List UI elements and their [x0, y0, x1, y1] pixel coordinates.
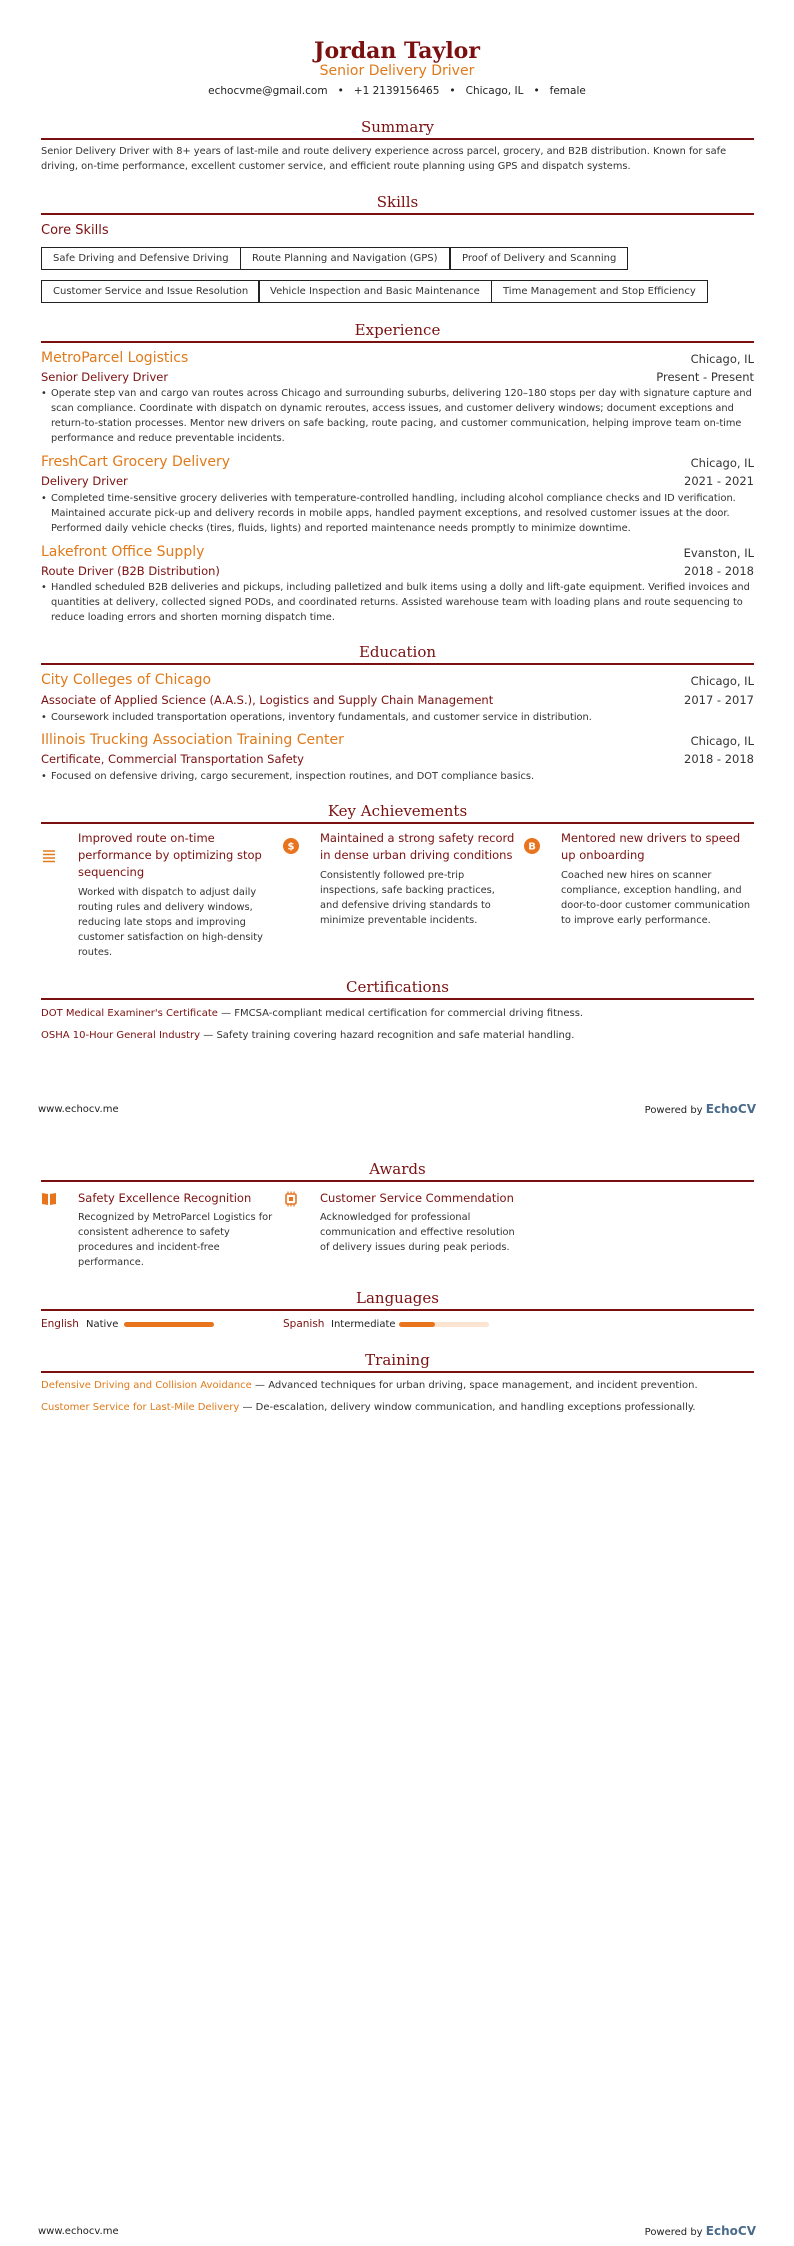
languages-heading: Languages: [356, 1289, 439, 1307]
training-item: Defensive Driving and Collision Avoidance — Advanced techniques for urban driving, space management, and incident prevention.: [41, 1380, 698, 1391]
powered-by-text: Powered by: [644, 2227, 703, 2238]
achievements-heading: Key Achievements: [327, 802, 468, 820]
svg-text:B: B: [528, 841, 536, 853]
training-desc: De-escalation, delivery window communication, and handling exceptions professionally.: [255, 1402, 696, 1413]
footer-powered-by: [645, 2224, 756, 2238]
job-bullet: • Operate step van and cargo van routes across Chicago and surrounding suburbs, delivering 120–180 stops per day with signature capture and scan compliance. Coordinate with dispatch on dynamic reroutes, access issues, and customer delivery windows; document exceptions and return-to-station processes. Mentor new drivers on safe backing, route pacing, and customer communication, helping improve team on-time performance and reduce preventable incidents.: [51, 386, 754, 446]
school-location: Chicago, IL: [690, 734, 754, 748]
list-lines-icon: [41, 848, 57, 864]
language-proficiency-bar: [399, 1322, 489, 1327]
skills-heading: Skills: [376, 193, 419, 211]
education-bullet: • Focused on defensive driving, cargo securement, inspection routines, and DOT compliance basics.: [51, 769, 754, 784]
certification-item: DOT Medical Examiner's Certificate — FMCSA-compliant medical certification for commercial driving fitness.: [41, 1008, 584, 1019]
award-desc: Acknowledged for professional communication and effective resolution of delivery issues during peak periods.: [320, 1212, 515, 1253]
company-name: MetroParcel Logistics: [41, 350, 189, 366]
degree: Associate of Applied Science (A.A.S.), Logistics and Supply Chain Management: [41, 693, 494, 707]
language-name: Spanish: [283, 1318, 325, 1330]
footer-url-link[interactable]: www.echocv.me: [38, 2226, 119, 2237]
job-position: Senior Delivery Driver: [41, 370, 169, 384]
contact-line: echocvme@gmail.com • +1 2139156465 • Chicago, IL • female: [208, 85, 586, 97]
location-text: Chicago, IL: [465, 85, 524, 97]
achievement-title: Mentored new drivers to speed up onboarding: [561, 831, 741, 862]
section-divider: [41, 1371, 754, 1373]
bitcoin-coin-icon: [524, 838, 540, 854]
certification-item: OSHA 10-Hour General Industry — Safety training covering hazard recognition and safe material handling.: [41, 1030, 575, 1041]
skill-tag: Time Management and Stop Efficiency: [491, 280, 708, 303]
award-title: Customer Service Commendation: [320, 1191, 514, 1205]
achievement-desc: Consistently followed pre-trip inspections, safe backing practices, and defensive driving standards to minimize preventable incidents.: [320, 870, 495, 926]
language-proficiency-bar: [124, 1322, 214, 1327]
svg-text:$: $: [287, 841, 295, 853]
gender-text: female: [549, 85, 586, 97]
language-proficiency-fill: [124, 1322, 214, 1327]
achievement-item: [283, 830, 515, 930]
training-desc: Advanced techniques for urban driving, space management, and incident prevention.: [268, 1380, 698, 1391]
skills-group-title: Core Skills: [41, 223, 109, 238]
powered-by-text: Powered by: [644, 1105, 703, 1116]
job-dates: 2021 - 2021: [684, 474, 754, 488]
footer-url-link[interactable]: www.echocv.me: [38, 1104, 119, 1115]
certification-name: OSHA 10-Hour General Industry: [41, 1030, 201, 1041]
job-position: Route Driver (B2B Distribution): [41, 564, 220, 578]
job-dates: 2018 - 2018: [684, 564, 754, 578]
section-divider: [41, 663, 754, 665]
achievement-desc: Coached new hires on scanner compliance, exception handling, and door-to-door customer communication to improve early performance.: [561, 870, 751, 926]
education-bullet: • Coursework included transportation operations, inventory fundamentals, and customer service in distribution.: [51, 710, 754, 725]
chip-icon: [283, 1191, 299, 1207]
award-item: [283, 1190, 515, 1270]
candidate-name: Jordan Taylor: [314, 38, 480, 64]
skill-tag: Customer Service and Issue Resolution: [41, 280, 260, 303]
echocv-logo[interactable]: EchoCV: [705, 2224, 756, 2238]
awards-heading: Awards: [369, 1160, 426, 1178]
training-name: Defensive Driving and Collision Avoidance: [41, 1380, 252, 1391]
award-title: Safety Excellence Recognition: [78, 1191, 252, 1205]
footer-powered-by: [645, 1102, 756, 1116]
job-position: Delivery Driver: [41, 474, 128, 488]
school-name: City Colleges of Chicago: [41, 672, 212, 688]
education-dates: 2018 - 2018: [684, 752, 754, 766]
section-divider: [41, 998, 754, 1000]
dollar-coin-icon: [283, 838, 299, 854]
education-dates: 2017 - 2017: [684, 693, 754, 707]
skill-tag: Proof of Delivery and Scanning: [450, 247, 628, 270]
training-name: Customer Service for Last-Mile Delivery: [41, 1402, 240, 1413]
section-divider: [41, 341, 754, 343]
company-name: FreshCart Grocery Delivery: [41, 454, 231, 470]
echocv-logo[interactable]: EchoCV: [705, 1102, 756, 1116]
section-divider: [41, 138, 754, 140]
email-link[interactable]: echocvme@gmail.com: [208, 85, 328, 97]
section-divider: [41, 1309, 754, 1311]
summary-heading: Summary: [361, 118, 434, 136]
language-level: Native: [86, 1319, 119, 1330]
candidate-title: Senior Delivery Driver: [319, 63, 475, 79]
language-proficiency-fill: [399, 1322, 435, 1327]
school-location: Chicago, IL: [690, 674, 754, 688]
achievement-title: Improved route on-time performance by optimizing stop sequencing: [78, 831, 262, 879]
language-level: Intermediate: [331, 1319, 396, 1330]
language-name: English: [41, 1318, 79, 1330]
achievement-item: [524, 830, 756, 930]
award-desc: Recognized by MetroParcel Logistics for consistent adherence to safety procedures and incident-free performance.: [78, 1212, 273, 1268]
skill-tag: Safe Driving and Defensive Driving: [41, 247, 241, 270]
skill-tag: Route Planning and Navigation (GPS): [240, 247, 450, 270]
achievement-desc: Worked with dispatch to adjust daily routing rules and delivery windows, reducing late stops and improving customer satisfaction on high-density routes.: [78, 887, 263, 958]
job-bullet: • Completed time-sensitive grocery deliveries with temperature-controlled handling, including alcohol compliance checks and ID verification. Maintained accurate pick-up and delivery records in mobile apps, handled payment exceptions, and resolved customer issues at the door. Performed daily vehicle checks (tires, fluids, lights) and reported maintenance needs promptly to minimize downtime.: [51, 491, 754, 536]
certification-name: DOT Medical Examiner's Certificate: [41, 1008, 218, 1019]
section-divider: [41, 213, 754, 215]
job-location: Chicago, IL: [690, 352, 754, 366]
experience-heading: Experience: [354, 321, 441, 339]
book-icon: [41, 1191, 57, 1207]
section-divider: [41, 1180, 754, 1182]
job-bullet: • Handled scheduled B2B deliveries and pickups, including palletized and bulk items using a dolly and lift-gate equipment. Verified invoices and quantities at delivery, collected signed PODs, and coordinated returns. Assisted warehouse team with loading plans and route sequencing to reduce loading errors and shorten morning dispatch time.: [51, 580, 754, 625]
certification-desc: FMCSA-compliant medical certification for commercial driving fitness.: [234, 1008, 584, 1019]
job-location: Evanston, IL: [683, 546, 754, 560]
certifications-heading: Certifications: [346, 978, 449, 996]
job-location: Chicago, IL: [690, 456, 754, 470]
school-name: Illinois Trucking Association Training Center: [41, 732, 344, 748]
skill-tag: Vehicle Inspection and Basic Maintenance: [258, 280, 492, 303]
training-item: Customer Service for Last-Mile Delivery — De-escalation, delivery window communication, and handling exceptions professionally.: [41, 1402, 696, 1413]
certification-desc: Safety training covering hazard recognition and safe material handling.: [216, 1030, 575, 1041]
company-name: Lakefront Office Supply: [41, 544, 205, 560]
phone-text: +1 2139156465: [353, 85, 440, 97]
award-item: [41, 1190, 273, 1270]
job-dates: Present - Present: [656, 370, 754, 384]
degree: Certificate, Commercial Transportation Safety: [41, 752, 304, 766]
achievement-item: [41, 830, 273, 960]
section-divider: [41, 822, 754, 824]
education-heading: Education: [358, 643, 437, 661]
achievement-title: Maintained a strong safety record in dense urban driving conditions: [320, 831, 515, 862]
training-heading: Training: [365, 1351, 430, 1369]
summary-text: Senior Delivery Driver with 8+ years of last-mile and route delivery experience across parcel, grocery, and B2B distribution. Known for safe driving, on-time performance, excellent customer service, and efficient route planning using GPS and dispatch systems.: [41, 146, 727, 172]
